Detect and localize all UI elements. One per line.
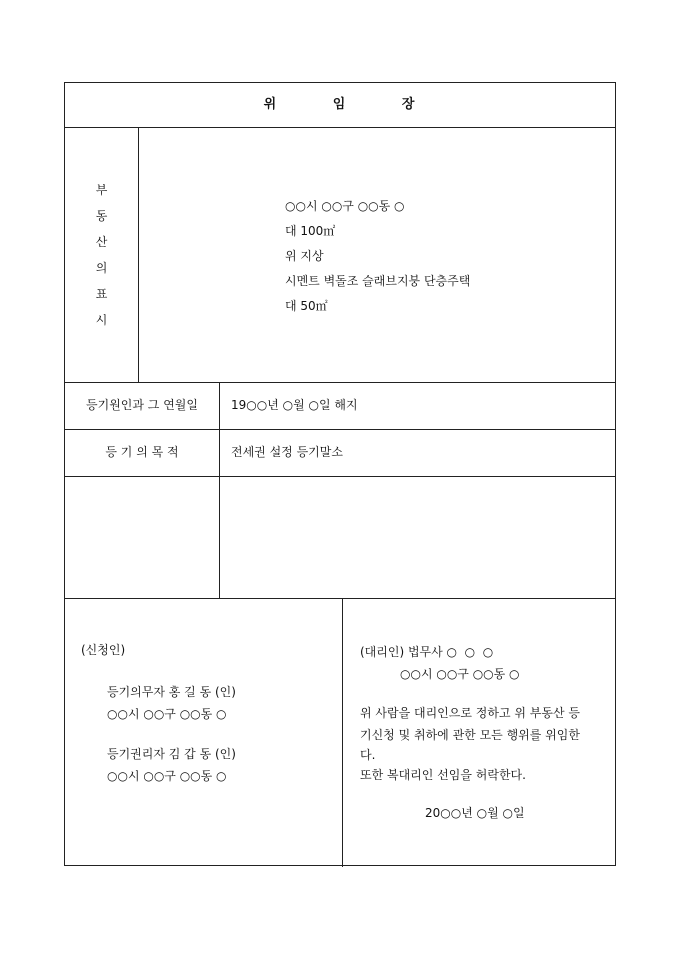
agent-date: 20○○년 ○월 ○일	[425, 806, 525, 820]
agent-heading: (대리인) 법무사 ○ ○ ○	[360, 645, 494, 659]
title-char: 위	[263, 97, 279, 112]
holder-name: 등기권리자 김 갑 동 (인)	[107, 747, 236, 761]
purpose-value: 전세권 설정 등기말소	[231, 445, 343, 459]
property-line: 위 지상	[285, 249, 324, 263]
property-label-char: 의	[95, 260, 108, 275]
title-char: 장	[401, 97, 417, 112]
holder-block	[107, 743, 236, 787]
agent-text-line: 기신청 및 취하에 관한 모든 행위를 위임한	[360, 728, 580, 742]
property-label-char: 표	[95, 286, 108, 301]
divider	[342, 598, 343, 867]
property-label-char: 부	[95, 182, 108, 197]
power-of-attorney-form	[64, 82, 616, 866]
property-description	[285, 194, 470, 319]
divider	[219, 382, 220, 598]
divider	[138, 127, 139, 382]
obligor-address: ○○시 ○○구 ○○동 ○	[107, 707, 227, 721]
cause-value: 19○○년 ○월 ○일 해지	[231, 398, 358, 412]
holder-address: ○○시 ○○구 ○○동 ○	[107, 769, 227, 783]
obligor-block	[107, 681, 236, 725]
obligor-name: 등기의무자 홍 길 동 (인)	[107, 685, 236, 699]
property-label-char: 시	[95, 312, 108, 327]
agent-text-line: 또한 복대리인 선임을 허락한다.	[360, 768, 526, 782]
applicant-heading: (신청인)	[81, 643, 126, 657]
property-label-char: 산	[95, 234, 108, 249]
property-line: 대 100㎡	[285, 224, 336, 238]
divider	[65, 476, 615, 477]
applicant-block	[81, 639, 125, 661]
agent-text	[360, 702, 580, 786]
form-title	[65, 83, 615, 127]
property-line: ○○시 ○○구 ○○동 ○	[285, 199, 405, 213]
property-line: 대 50㎡	[285, 299, 328, 313]
purpose-label: 등 기 의 목 적	[105, 445, 179, 459]
property-label-char: 동	[95, 208, 108, 223]
agent-address: ○○시 ○○구 ○○동 ○	[400, 667, 520, 681]
agent-block	[360, 641, 520, 685]
agent-date-block	[425, 802, 525, 824]
property-line: 시멘트 벽돌조 슬래브지붕 단층주택	[285, 274, 471, 288]
cause-label: 등기원인과 그 연월일	[86, 398, 198, 412]
title-char: 임	[332, 97, 348, 112]
divider	[65, 127, 615, 128]
divider	[65, 598, 615, 599]
agent-text-line: 위 사람을 대리인으로 정하고 위 부동산 등	[360, 706, 580, 720]
property-label	[65, 127, 138, 382]
agent-text-line: 다.	[360, 748, 376, 762]
